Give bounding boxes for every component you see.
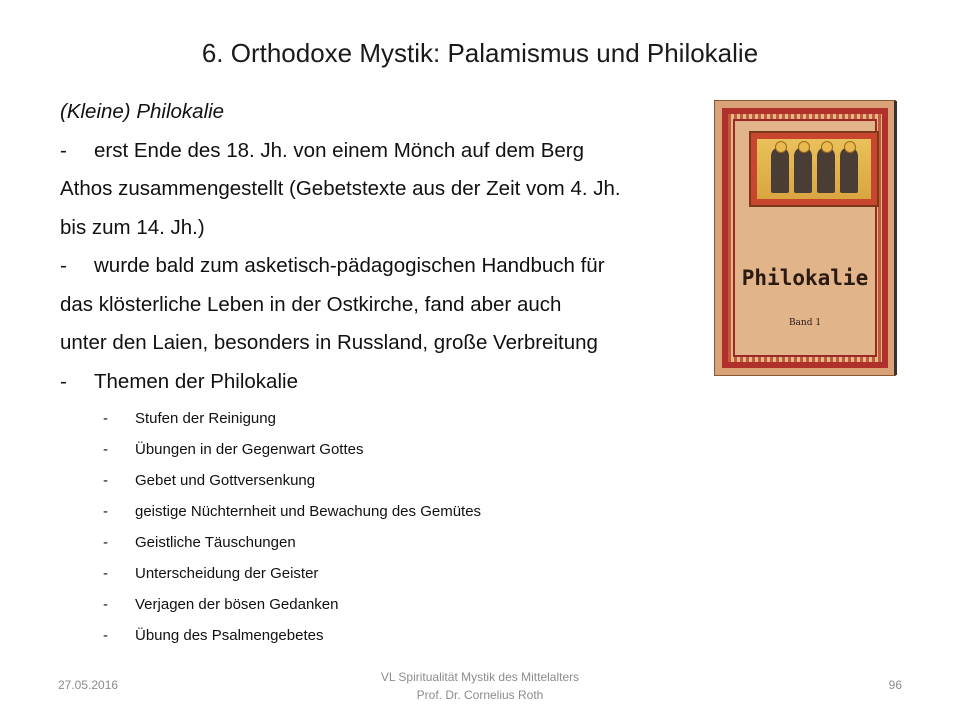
sub-bullet-dash: -	[103, 441, 108, 458]
saint-figure-icon	[794, 147, 812, 193]
sub-bullet-dash: -	[103, 472, 108, 489]
body-line	[60, 209, 720, 248]
body-line	[60, 363, 720, 402]
saint-figure-icon	[840, 147, 858, 193]
saint-figure-icon	[817, 147, 835, 193]
list-item	[60, 496, 720, 527]
bullet-dash: -	[60, 138, 67, 162]
body-line	[60, 132, 720, 171]
saints-icon	[749, 131, 879, 207]
body-line	[60, 247, 720, 286]
list-item	[60, 589, 720, 620]
footer-course: VL Spiritualität Mystik des Mittelalters	[380, 670, 580, 684]
footer-date: 27.05.2016	[58, 678, 119, 692]
footer-page-number: 96	[888, 678, 902, 692]
body-line-text: unter den Laien, besonders in Russland, große Verbreitung	[60, 331, 598, 354]
body-line-text: Themen der Philokalie	[94, 369, 298, 393]
list-item-text: Unterscheidung der Geister	[135, 565, 319, 582]
book-cover-image	[714, 100, 896, 376]
book-cover-ornament-border	[722, 108, 888, 368]
list-item-text: Gebet und Gottversenkung	[135, 472, 316, 489]
sub-bullet-dash: -	[103, 410, 108, 427]
list-item-text: Übung des Psalmengebetes	[135, 627, 324, 644]
bullet-dash: -	[60, 254, 67, 277]
list-item	[60, 434, 720, 465]
body-line-text: bis zum 14. Jh.)	[60, 215, 205, 239]
book-cover-title: Philokalie	[741, 266, 869, 290]
list-item-text: Übungen in der Gegenwart Gottes	[135, 441, 364, 458]
icon-gold-background	[757, 139, 871, 199]
slide-body	[60, 93, 720, 651]
list-item	[60, 558, 720, 589]
footer-course-info	[280, 668, 680, 704]
body-line	[60, 286, 720, 325]
list-item-text: Geistliche Täuschungen	[135, 534, 296, 551]
sub-bullet-dash: -	[103, 534, 108, 551]
bullet-dash: -	[60, 369, 67, 393]
body-line-text: Athos zusammengestellt (Gebetstexte aus der Zeit vom 4. Jh.	[60, 177, 621, 200]
list-item	[60, 403, 720, 434]
book-cover-panel	[733, 119, 877, 357]
body-line	[60, 170, 720, 209]
list-item	[60, 620, 720, 651]
sub-bullet-dash: -	[103, 503, 108, 520]
list-item-text: geistige Nüchternheit und Bewachung des Gemütes	[135, 503, 482, 520]
list-item-text: Stufen der Reinigung	[135, 410, 276, 427]
slide-title: 6. Orthodoxe Mystik: Palamismus und Philokalie	[201, 38, 759, 68]
body-line-text: erst Ende des 18. Jh. von einem Mönch auf dem Berg	[94, 138, 584, 162]
list-item-text: Verjagen der bösen Gedanken	[135, 596, 339, 613]
body-line-text: wurde bald zum asketisch-pädagogischen Handbuch für	[94, 254, 605, 277]
footer-lecturer: Prof. Dr. Cornelius Roth	[416, 688, 544, 702]
body-line	[60, 324, 720, 363]
body-line-text: das klösterliche Leben in der Ostkirche, fand aber auch	[60, 292, 562, 316]
sub-bullet-dash: -	[103, 596, 108, 613]
sub-bullet-dash: -	[103, 565, 108, 582]
book-cover-volume: Band 1	[788, 318, 822, 328]
saint-figure-icon	[771, 147, 789, 193]
sub-bullet-dash: -	[103, 627, 108, 644]
themes-list	[60, 403, 720, 651]
list-item	[60, 527, 720, 558]
slide-subtitle: (Kleine) Philokalie	[60, 100, 225, 123]
list-item	[60, 465, 720, 496]
